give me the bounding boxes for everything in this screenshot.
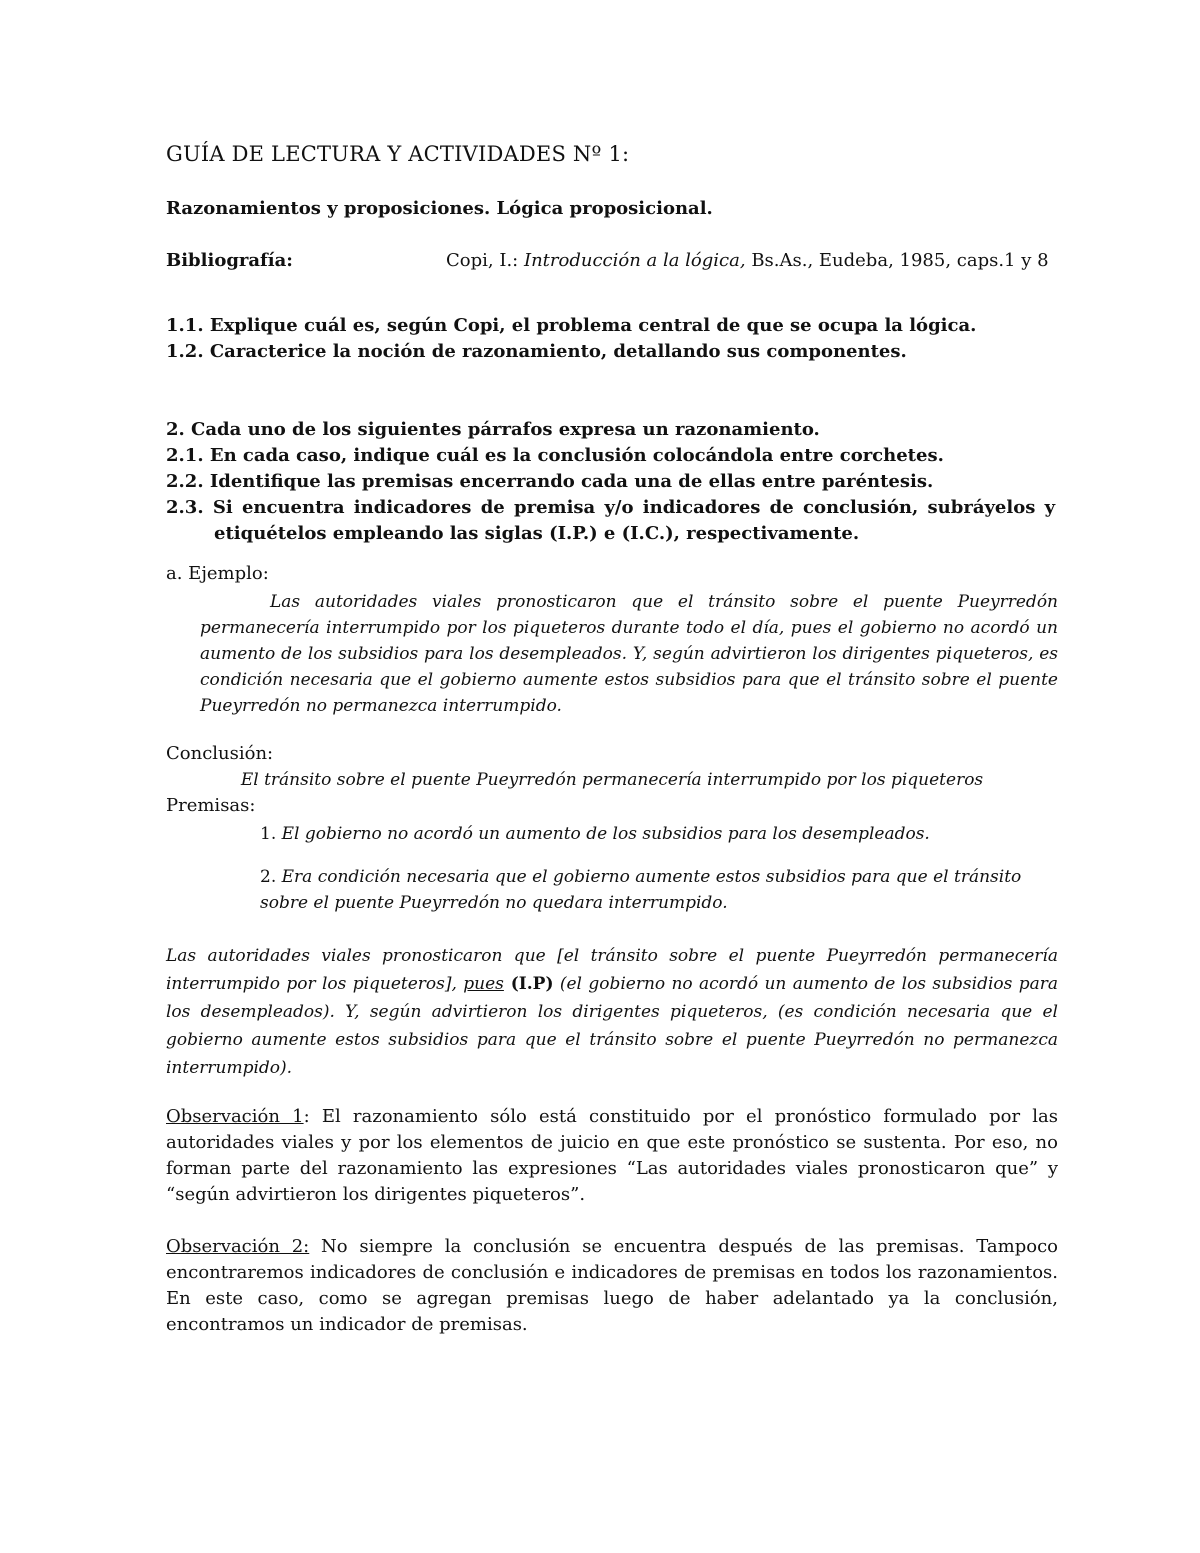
bibliography-book: Introducción a la lógica, — [523, 250, 746, 271]
analyzed-part-2: (el gobierno no acordó un aumento de los subsidios para los desempleados). Y, según advirtieron los dirigentes piqueteros, (es condición necesaria que el gobierno aumente estos subsidios para que el tránsito sobre el puente Pueyrredón no permanezca interrumpido). — [166, 974, 1058, 1078]
ip-tag: (I.P) — [503, 974, 554, 994]
question-2: 2. Cada uno de los siguientes párrafos expresa un razonamiento. — [166, 419, 820, 440]
question-1-1: 1.1. Explique cuál es, según Copi, el problema central de que se ocupa la lógica. — [166, 315, 977, 336]
premise-indicator: pues — [463, 974, 504, 994]
conclusion-text: El tránsito sobre el puente Pueyrredón permanecería interrumpido por los piqueteros — [240, 770, 984, 790]
subtitle: Razonamientos y proposiciones. Lógica proposicional. — [166, 198, 713, 219]
analyzed-part-1: Las autoridades viales pronosticaron que [el tránsito sobre el puente Pueyrredón permanecería interrumpido por los piqueteros], — [166, 946, 1058, 994]
bibliography-author: Copi, I.: — [446, 250, 524, 271]
observation-2-text: No siempre la conclusión se encuentra después de las premisas. Tampoco encontraremos indicadores de conclusión e indicadores de premisas en todos los razonamientos. En este caso, como se agregan premisas luego de haber adelantado ya la conclusión, encontramos un indicador de premisas. — [166, 1236, 1058, 1335]
question-2-3-line2: etiquételos empleando las siglas (I.P.) e (I.C.), respectivamente. — [214, 523, 860, 544]
section-2 — [166, 417, 1058, 547]
premise-2 — [260, 864, 1058, 916]
section-1 — [166, 313, 1058, 365]
document-page — [166, 142, 1058, 1356]
question-2-2: 2.2. Identifique las premisas encerrando cada una de ellas entre paréntesis. — [166, 471, 934, 492]
question-1-2: 1.2. Caracterice la noción de razonamiento, detallando sus componentes. — [166, 341, 907, 362]
conclusion-label: Conclusión: — [166, 743, 274, 764]
premise-2-text: Era condición necesaria que el gobierno aumente estos subsidios para que el tránsito sobre el puente Pueyrredón no quedara interrumpido. — [260, 867, 1022, 913]
premise-2-number: 2. — [260, 867, 282, 887]
bibliography-reference — [446, 250, 1049, 271]
bibliography-rest: Bs.As., Eudeba, 1985, caps.1 y 8 — [745, 250, 1049, 271]
observation-1-text: : El razonamiento sólo está constituido por el pronóstico formulado por las autoridades viales y por los elementos de juicio en que este pronóstico se sustenta. Por eso, no forman parte del razonamiento las expresiones “Las autoridades viales pronosticaron que” y “según advirtieron los dirigentes piqueteros”. — [166, 1106, 1058, 1205]
example-text — [200, 589, 1058, 719]
example-label: a. Ejemplo: — [166, 563, 269, 584]
observation-1 — [166, 1104, 1058, 1208]
bibliography — [166, 250, 1058, 271]
example-body: Las autoridades viales pronosticaron que el tránsito sobre el puente Pueyrredón permanecería interrumpido por los piqueteros durante todo el día, pues el gobierno no acordó un aumento de los subsidios para los desempleados. Y, según advirtieron los dirigentes piqueteros, es condición necesaria que el gobierno aumente estos subsidios para que el tránsito sobre el puente Pueyrredón no permanezca interrumpido. — [200, 592, 1058, 716]
premise-1-number: 1. — [260, 824, 282, 844]
premise-1 — [260, 821, 1058, 847]
page-title: GUÍA DE LECTURA Y ACTIVIDADES Nº 1: — [166, 142, 630, 166]
premises-label: Premisas: — [166, 795, 256, 816]
premise-1-text: El gobierno no acordó un aumento de los subsidios para los desempleados. — [281, 824, 930, 844]
analyzed-example — [166, 942, 1058, 1082]
question-2-3-line1: 2.3. Si encuentra indicadores de premisa y/o indicadores de conclusión, subráyelos y — [166, 497, 1056, 518]
bibliography-label: Bibliografía: — [166, 250, 293, 271]
observation-2 — [166, 1234, 1058, 1338]
observation-1-label: Observación 1 — [166, 1106, 304, 1127]
observation-2-label: Observación 2: — [166, 1236, 310, 1257]
question-2-1: 2.1. En cada caso, indique cuál es la conclusión colocándola entre corchetes. — [166, 445, 944, 466]
